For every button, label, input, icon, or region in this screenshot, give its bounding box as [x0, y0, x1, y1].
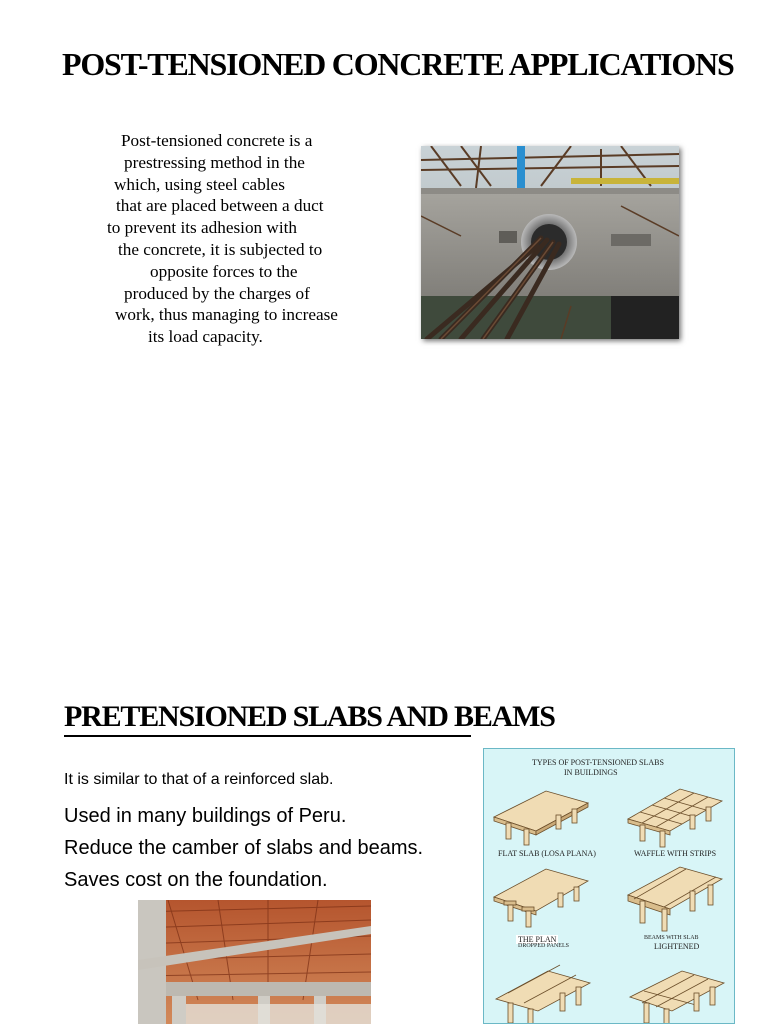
paragraph-line: that are placed between a duct	[116, 196, 324, 216]
diagram-heading: TYPES OF POST-TENSIONED SLABS	[532, 758, 664, 767]
paragraph-line: the concrete, it is subjected to	[118, 239, 323, 259]
label-the-plan: THE PLAN	[518, 935, 557, 944]
paragraph-line: its load capacity.	[148, 327, 263, 347]
paragraph-line: to prevent its adhesion with	[107, 218, 297, 238]
label-dropped-panels: DROPPED PANELS	[518, 943, 569, 949]
label-waffle: WAFFLE WITH STRIPS	[634, 849, 717, 858]
slab-ceiling-photo	[138, 900, 371, 1024]
benefit-item: Used in many buildings of Peru.	[64, 805, 347, 827]
description-paragraph	[104, 130, 376, 348]
label-flat-slab: FLAT SLAB (LOSA PLANA)	[498, 849, 596, 858]
benefit-list	[64, 800, 423, 896]
section-title-slabs-beams: PRETENSIONED SLABS AND BEAMS	[64, 700, 555, 733]
paragraph-line: opposite forces to the	[150, 261, 298, 281]
label-beams-with-slab: BEAMS WITH SLAB	[644, 935, 699, 941]
paragraph-line: produced by the charges of	[124, 283, 310, 303]
paragraph-line: prestressing method in the	[124, 152, 305, 172]
paragraph-line: work, thus managing to increase	[115, 305, 338, 325]
benefit-item: Saves cost on the foundation.	[64, 869, 328, 891]
page-title: POST-TENSIONED CONCRETE APPLICATIONS	[62, 46, 734, 82]
post-tension-anchor-photo	[421, 146, 679, 339]
title-underline	[64, 735, 471, 737]
paragraph-line: which, using steel cables	[114, 174, 285, 194]
slab-drawings	[484, 749, 735, 1024]
label-lightened: LIGHTENED	[654, 942, 700, 951]
intro-text: It is similar to that of a reinforced slab.	[64, 771, 334, 788]
slab-types-diagram	[483, 748, 735, 1024]
diagram-subheading: IN BUILDINGS	[564, 768, 618, 777]
benefit-item: Reduce the camber of slabs and beams.	[64, 837, 424, 859]
paragraph-line: Post-tensioned concrete is a	[121, 131, 313, 150]
